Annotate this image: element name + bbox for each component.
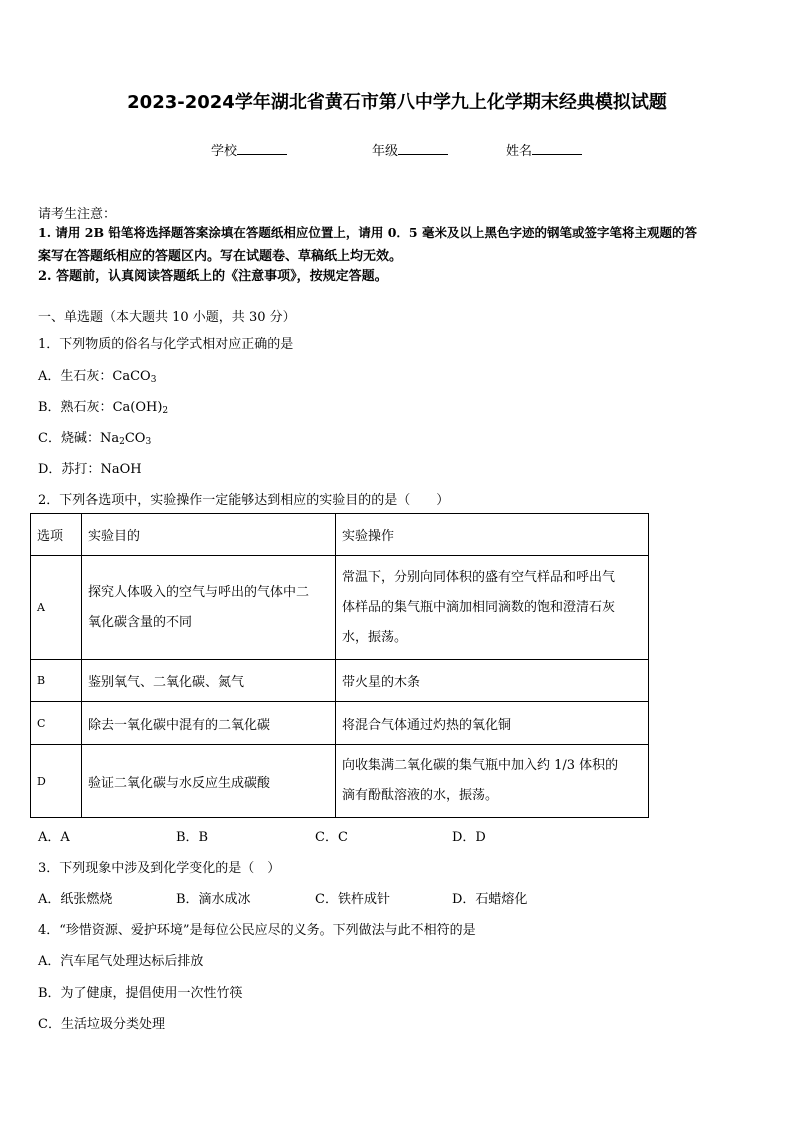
school-field (211, 140, 287, 159)
q1-c-sub2: 3 (145, 437, 152, 447)
q1-d-label: D．苏打： (38, 462, 101, 477)
q2-stem: 2．下列各选项中，实验操作一定能够达到相应的实验目的的是（ ） (38, 493, 450, 508)
q1-c-formula-pre: Na (99, 431, 120, 446)
grade-blank (398, 142, 448, 155)
q3-choice-a: A．纸张燃烧 (38, 892, 113, 907)
row-operation (336, 745, 649, 818)
grade-label: 年级 (372, 144, 399, 159)
row-option: D (31, 745, 82, 818)
operation-line: 常温下，分别向同体积的盛有空气样品和呼出气 (342, 569, 616, 585)
operation-line: 向收集满二氧化碳的集气瓶中加入约 1/3 体积的 (342, 758, 619, 773)
name-label: 姓名 (506, 144, 533, 159)
header-operation: 实验操作 (336, 514, 649, 556)
notice-heading: 请考生注意： (38, 207, 117, 222)
header-option: 选项 (31, 514, 82, 556)
q1-option-d (38, 458, 142, 477)
q4-choice-b: B．为了健康，提倡使用一次性竹筷 (38, 986, 243, 1001)
q1-option-b (38, 396, 168, 416)
row-purpose (82, 556, 336, 660)
school-label: 学校 (211, 144, 238, 159)
q1-c-label: C．烧碱： (38, 431, 100, 446)
q4-choice-c: C．生活垃圾分类处理 (38, 1017, 165, 1032)
q1-option-c (38, 427, 151, 447)
header-purpose: 实验目的 (82, 514, 336, 556)
table-header-row (31, 514, 649, 556)
purpose-line: 探究人体吸入的空气与呼出的气体中二 (88, 584, 310, 600)
q4-stem: 4．“珍惜资源、爱护环境”是每位公民应尽的义务。下列做法与此不相符的是 (38, 923, 476, 938)
row-option: A (31, 556, 82, 660)
q4-choice-a: A．汽车尾气处理达标后排放 (38, 954, 204, 969)
name-field (506, 140, 582, 159)
operation-line: 滴有酚酞溶液的水，振荡。 (342, 788, 499, 803)
q3-choice-c: C．铁杵成针 (315, 892, 390, 907)
row-operation (336, 556, 649, 660)
q1-b-label: B．熟石灰： (38, 400, 113, 415)
row-option: C (31, 702, 82, 745)
school-blank (237, 142, 287, 155)
q3-choice-b: B．滴水成冰 (176, 892, 251, 907)
row-operation: 带火星的木条 (336, 660, 649, 702)
q2-table (30, 513, 649, 818)
operation-line: 体样品的集气瓶中滴加相同滴数的饱和澄清石灰 (342, 599, 616, 615)
q1-a-sub: 3 (150, 375, 157, 385)
q1-d-formula: NaOH (100, 462, 142, 477)
operation-line: 水，振荡。 (342, 629, 408, 645)
table-row (31, 556, 649, 660)
purpose-line: 氧化碳含量的不同 (88, 614, 193, 630)
q2-choice-a: A．A (38, 830, 70, 845)
q2-choice-d: D．D (452, 830, 486, 845)
row-purpose: 验证二氧化碳与水反应生成碳酸 (82, 745, 336, 818)
q1-c-formula-mid: CO (124, 431, 146, 446)
row-purpose: 鉴别氧气、二氧化碳、氮气 (82, 660, 336, 702)
q1-option-a (38, 365, 156, 385)
q1-a-formula: CaCO (112, 369, 151, 384)
q3-stem: 3．下列现象中涉及到化学变化的是（ ） (38, 861, 281, 876)
table-row (31, 660, 649, 702)
grade-field (372, 140, 448, 159)
q1-stem: 1．下列物质的俗名与化学式相对应正确的是 (38, 337, 294, 352)
notice-line-1a: 1. 请用 2B 铅笔将选择题答案涂填在答题纸相应位置上，请用 0．5 毫米及以上黑色字迹的钢笔或签字笔将主观题的答 (38, 225, 697, 240)
row-option: B (31, 660, 82, 702)
row-purpose: 除去一氧化碳中混有的二氧化碳 (82, 702, 336, 745)
q1-c-sub1: 2 (119, 437, 125, 447)
q2-choice-c: C．C (315, 830, 348, 845)
name-blank (532, 142, 582, 155)
page-title: 2023-2024学年湖北省黄石市第八中学九上化学期末经典模拟试题 (127, 92, 667, 113)
table-row (31, 745, 649, 818)
section-heading: 一、单选题（本大题共 10 小题，共 30 分） (38, 310, 296, 325)
q1-a-label: A．生石灰： (38, 369, 113, 384)
table-row (31, 702, 649, 745)
q1-b-formula: Ca(OH) (112, 400, 163, 415)
q3-choice-d: D．石蜡熔化 (452, 892, 528, 907)
notice-line-2: 2. 答题前，认真阅读答题纸上的《注意事项》，按规定答题。 (38, 269, 388, 284)
q2-choice-b: B．B (176, 830, 209, 845)
q1-b-sub: 2 (162, 406, 169, 416)
row-operation: 将混合气体通过灼热的氧化铜 (336, 702, 649, 745)
notice-line-1b: 案写在答题纸相应的答题区内。写在试题卷、草稿纸上均无效。 (38, 249, 403, 264)
